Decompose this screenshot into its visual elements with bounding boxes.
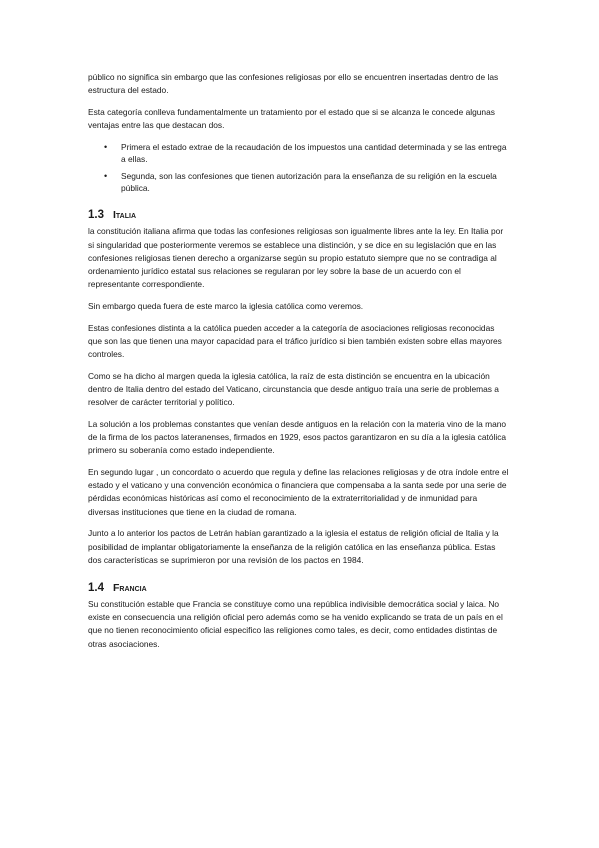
list-item (88, 141, 510, 166)
italia-paragraph-7: Junto a lo anterior los pactos de Letrán habían garantizado a la iglesia el estatus de religión oficial de Italia y la posibilidad de implantar obligatoriamente la enseñanza de la religión católica en las enseñanza pública. Estas dos características se suprimieron por una revisión de los pactos en 1984. (88, 528, 499, 565)
intro-paragraph-2: Esta categoría conlleva fundamentalmente un tratamiento por el estado que si se alcanza le concede algunas ventajas entre las que destacan dos. (88, 106, 495, 131)
italia-paragraph-4: Como se ha dicho al margen queda la iglesia católica, la raíz de esta distinción se encuentra en la ubicación dentro de Italia dentro del estado del Vaticano, circunstancia que desde antiguo traía una serie de problemas a resolver de carácter territorial y político. (88, 370, 499, 408)
list-item-text: Primera el estado extrae de la recaudación de los impuestos una cantidad determinada y se las entrega a ellas. (121, 141, 507, 165)
bullet-list (88, 141, 510, 195)
list-item-text: Segunda, son las confesiones que tienen autorización para la enseñanza de su religión en la escuela pública. (121, 170, 497, 194)
francia-paragraph-1: Su constitución estable que Francia se constituye como una república indivisible democrática social y laica. No existe en consecuencia una religión oficial pero además como se ha venido explicando se trata de un país en el que no tienen reconocimiento oficial especifico las religiones como tales, es decir, como entidades distintas de otras asociaciones. (88, 598, 503, 649)
bullet-icon: • (104, 170, 108, 181)
document-page (88, 71, 510, 659)
italia-paragraph-6: En segundo lugar , un concordato o acuerdo que regula y define las relaciones religiosas y de otra índole entre el estado y el vaticano y una convención económica o financiera que compensaba a la santa sede por una serie de pérdidas económicas históricas así como el reconocimiento de la extraterritorialidad y de inmunidad para diversas instituciones que tiene en la ciudad de romana. (88, 466, 509, 517)
section-heading-francia (88, 581, 510, 595)
bullet-icon: • (104, 141, 108, 152)
italia-paragraph-2: Sin embargo queda fuera de este marco la iglesia católica como veremos. (88, 300, 364, 311)
italia-paragraph-5: La solución a los problemas constantes que venían desde antiguos en la relación con la materia vino de la mano de la firma de los pactos lateranenses, firmados en 1929, esos pactos garantizaron en su día a la iglesia católica primero su soberanía como estado independiente. (88, 418, 507, 456)
section-title: Francia (113, 581, 147, 594)
italia-paragraph-3: Estas confesiones distinta a la católica pueden acceder a la categoría de asociaciones religiosas reconocidas que son las que tienen una mayor capacidad para el tráfico jurídico si bien también existen sobre ellas mayores controles. (88, 322, 502, 360)
section-title: Italia (113, 209, 137, 222)
intro-paragraph-1: público no significa sin embargo que las confesiones religiosas por ello se encuentren insertadas dentro de las estructura del estado. (88, 72, 499, 96)
section-number: 1.3 (88, 209, 104, 222)
section-number: 1.4 (88, 581, 104, 594)
section-heading-italia (88, 208, 510, 222)
italia-paragraph-1: la constitución italiana afirma que todas las confesiones religiosas son igualmente libres ante la ley. En Italia por si singularidad que posteriormente veremos se establece una distinción, y se dice en su legislación que en las confesiones religiosas tienen derecho a organizarse según su propio estatuto siempre que no se contradiga al ordenamiento jurídico estatal sus relaciones se regularan por ley sobre la base de un acuerdo con el representante correspondiente. (88, 226, 504, 290)
list-item (88, 170, 510, 195)
